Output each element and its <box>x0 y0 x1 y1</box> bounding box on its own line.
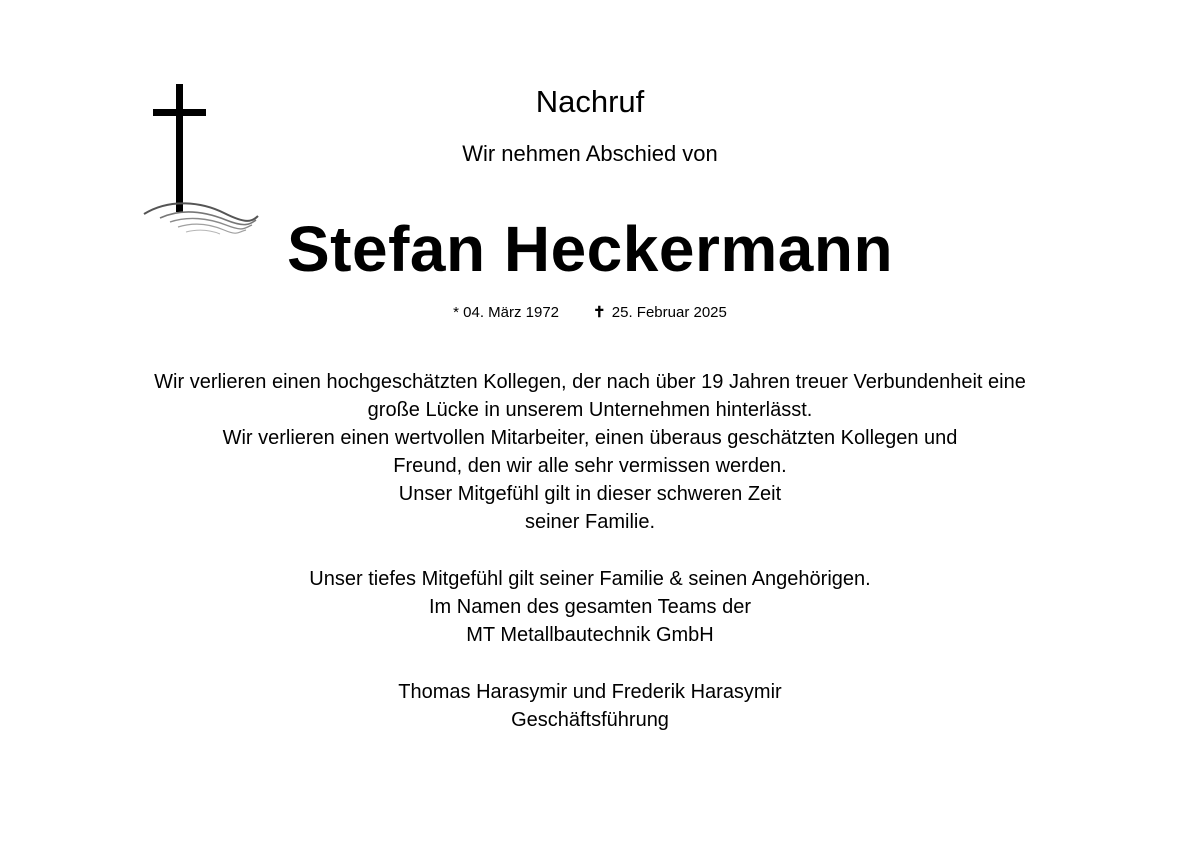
death-date: 25. Februar 2025 <box>611 304 727 321</box>
birth-date: * 04. März 1972 <box>453 304 560 321</box>
paragraph-line: Wir verlieren einen hochgeschätzten Kollegen, der nach über 19 Jahren treuer Verbundenheit eine <box>154 371 1026 393</box>
deceased-name: Stefan Heckermann <box>286 213 894 285</box>
paragraph-line: seiner Familie. <box>524 511 656 533</box>
signatory-names: Thomas Harasymir und Frederik Harasymir <box>398 681 782 703</box>
intro-text: Wir nehmen Abschied von <box>462 141 718 166</box>
signatory-role: Geschäftsführung <box>511 709 669 731</box>
sympathy-paragraph <box>0 565 1180 649</box>
company-name: MT Metallbautechnik GmbH <box>466 624 714 646</box>
paragraph-line: Freund, den wir alle sehr vermissen werden. <box>393 455 787 477</box>
condolence-paragraph <box>0 368 1180 536</box>
paragraph-line: Im Namen des gesamten Teams der <box>428 596 751 618</box>
paragraph-line: Unser tiefes Mitgefühl gilt seiner Familie & seinen Angehörigen. <box>309 568 871 590</box>
paragraph-line: Wir verlieren einen wertvollen Mitarbeiter, einen überaus geschätzten Kollegen und <box>222 427 958 449</box>
signature-block <box>0 678 1180 734</box>
obituary-title: Nachruf <box>535 84 645 119</box>
latin-cross-icon: ✝ <box>593 304 606 321</box>
life-dates <box>0 304 1180 322</box>
paragraph-line: Unser Mitgefühl gilt in dieser schweren Zeit <box>398 483 782 505</box>
paragraph-line: große Lücke in unserem Unternehmen hinterlässt. <box>367 399 813 421</box>
